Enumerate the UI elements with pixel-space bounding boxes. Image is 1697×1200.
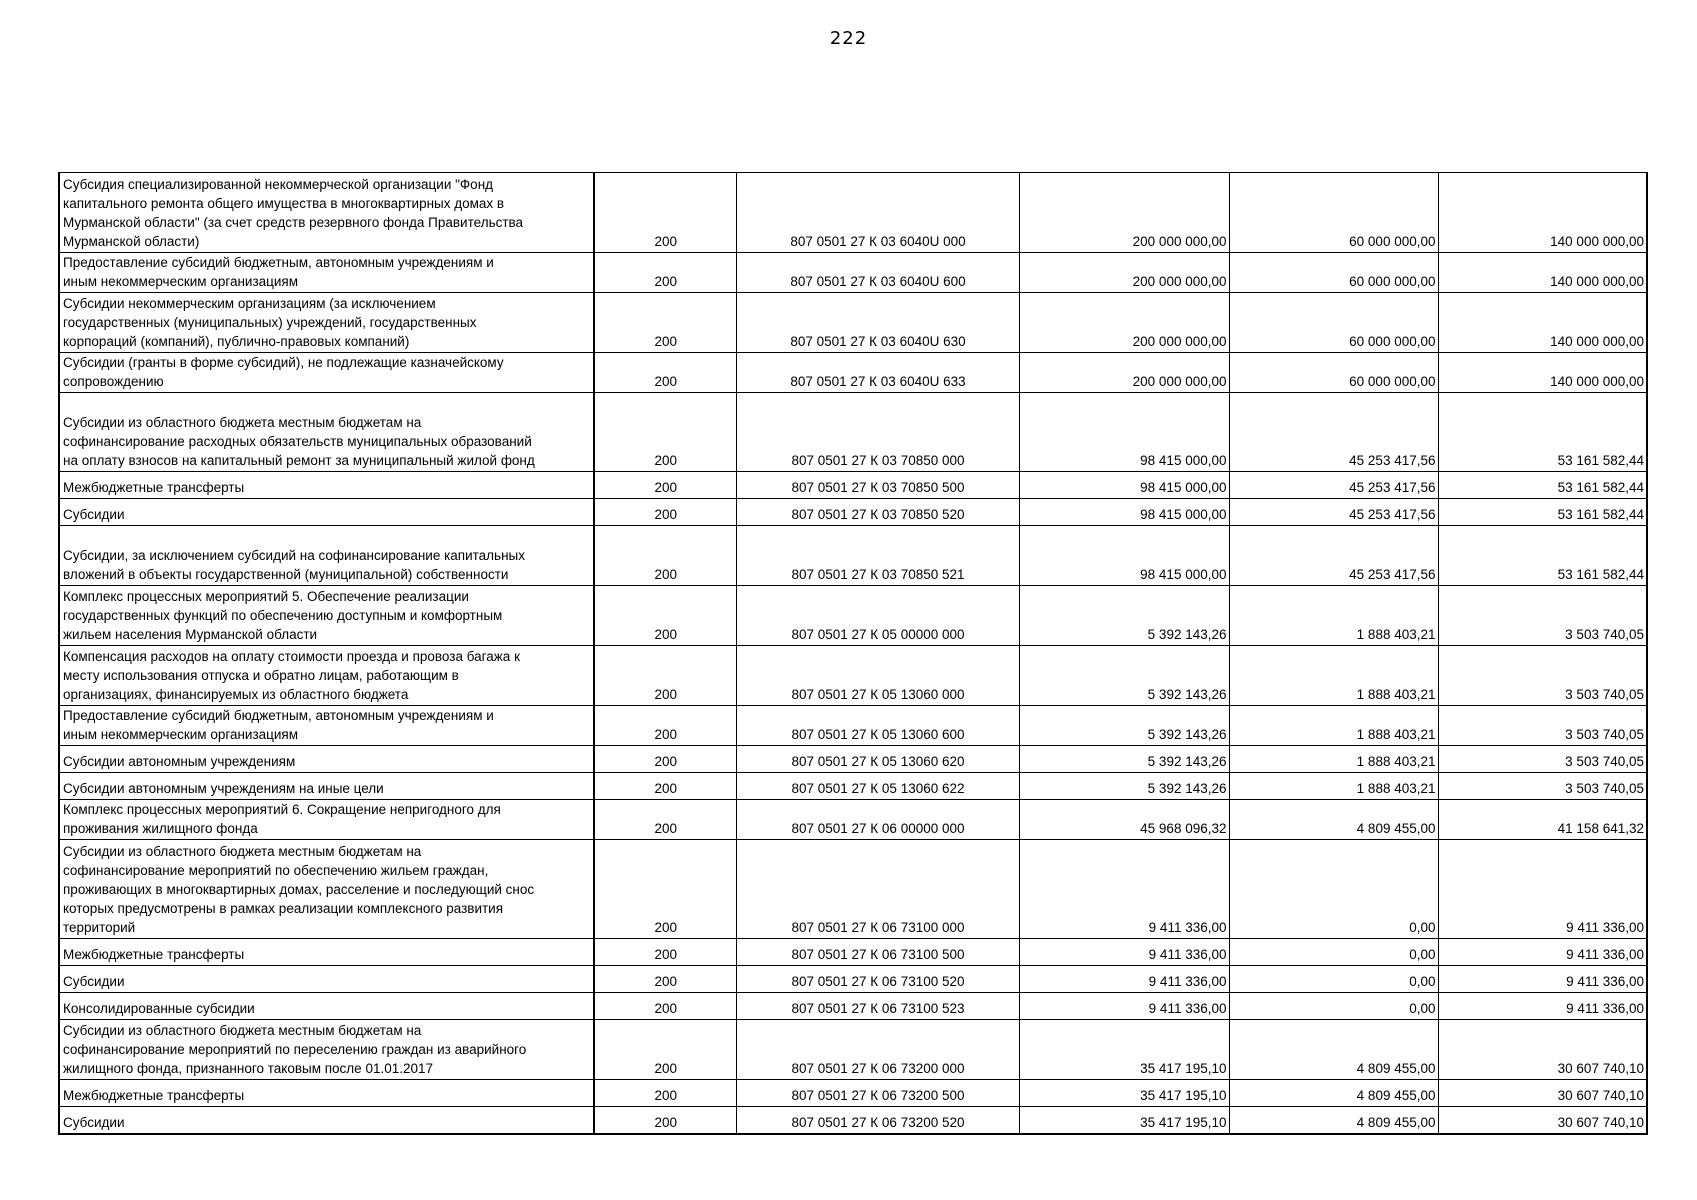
row-name: Межбюджетные трансферты (59, 939, 594, 966)
row-budget-code: 807 0501 27 К 05 13060 600 (736, 706, 1019, 746)
row-name: Субсидия специализированной некоммерческой организации "Фонд капитального ремонта общего имущества в многоквартирных домах в Мурманской области" (за счет средств резервного фонда Правительства Мурманской области) (59, 173, 594, 253)
row-amount-remaining: 30 607 740,10 (1438, 1020, 1647, 1080)
row-author-code: 200 (594, 293, 736, 353)
row-amount-executed: 1 888 403,21 (1229, 586, 1438, 646)
row-amount-executed: 60 000 000,00 (1229, 353, 1438, 393)
row-amount-executed: 45 253 417,56 (1229, 526, 1438, 586)
row-author-code: 200 (594, 393, 736, 472)
table-row (59, 526, 1647, 586)
row-amount-approved: 5 392 143,26 (1019, 646, 1229, 706)
row-amount-executed: 0,00 (1229, 840, 1438, 939)
row-author-code: 200 (594, 939, 736, 966)
row-amount-executed: 45 253 417,56 (1229, 393, 1438, 472)
row-amount-approved: 9 411 336,00 (1019, 939, 1229, 966)
row-author-code: 200 (594, 526, 736, 586)
row-amount-approved: 200 000 000,00 (1019, 353, 1229, 393)
row-name: Субсидии (гранты в форме субсидий), не подлежащие казначейскому сопровождению (59, 353, 594, 393)
table-row (59, 586, 1647, 646)
row-name: Субсидии (59, 966, 594, 993)
table-row (59, 773, 1647, 800)
row-budget-code: 807 0501 27 К 03 70850 000 (736, 393, 1019, 472)
row-author-code: 200 (594, 1020, 736, 1080)
table-row (59, 746, 1647, 773)
row-amount-executed: 60 000 000,00 (1229, 173, 1438, 253)
row-name: Субсидии автономным учреждениям (59, 746, 594, 773)
row-budget-code: 807 0501 27 К 06 73100 000 (736, 840, 1019, 939)
row-amount-remaining: 53 161 582,44 (1438, 526, 1647, 586)
row-amount-remaining: 3 503 740,05 (1438, 586, 1647, 646)
row-amount-executed: 0,00 (1229, 939, 1438, 966)
row-budget-code: 807 0501 27 К 03 70850 500 (736, 472, 1019, 499)
table-row (59, 706, 1647, 746)
table-row (59, 253, 1647, 293)
row-amount-remaining: 9 411 336,00 (1438, 966, 1647, 993)
row-budget-code: 807 0501 27 К 06 00000 000 (736, 800, 1019, 840)
table-row (59, 173, 1647, 253)
row-budget-code: 807 0501 27 К 03 6040U 633 (736, 353, 1019, 393)
row-amount-executed: 1 888 403,21 (1229, 706, 1438, 746)
row-author-code: 200 (594, 353, 736, 393)
table-row (59, 393, 1647, 472)
row-amount-executed: 45 253 417,56 (1229, 499, 1438, 526)
row-amount-executed: 1 888 403,21 (1229, 646, 1438, 706)
row-budget-code: 807 0501 27 К 06 73200 000 (736, 1020, 1019, 1080)
table-row (59, 353, 1647, 393)
row-amount-remaining: 30 607 740,10 (1438, 1080, 1647, 1107)
row-budget-code: 807 0501 27 К 06 73100 500 (736, 939, 1019, 966)
row-amount-approved: 5 392 143,26 (1019, 706, 1229, 746)
row-author-code: 200 (594, 966, 736, 993)
row-budget-code: 807 0501 27 К 03 6040U 600 (736, 253, 1019, 293)
budget-table-body (59, 173, 1647, 1134)
table-row (59, 472, 1647, 499)
row-amount-approved: 98 415 000,00 (1019, 472, 1229, 499)
row-amount-executed: 4 809 455,00 (1229, 1107, 1438, 1134)
table-row (59, 646, 1647, 706)
row-budget-code: 807 0501 27 К 06 73100 520 (736, 966, 1019, 993)
row-amount-executed: 4 809 455,00 (1229, 1020, 1438, 1080)
table-row (59, 1080, 1647, 1107)
table-row (59, 800, 1647, 840)
row-amount-executed: 0,00 (1229, 993, 1438, 1020)
row-author-code: 200 (594, 472, 736, 499)
row-name: Межбюджетные трансферты (59, 472, 594, 499)
row-amount-remaining: 9 411 336,00 (1438, 993, 1647, 1020)
row-author-code: 200 (594, 253, 736, 293)
row-name: Субсидии, за исключением субсидий на софинансирование капитальных вложений в объекты государственной (муниципальной) собственности (59, 526, 594, 586)
row-author-code: 200 (594, 840, 736, 939)
row-name: Субсидии из областного бюджета местным бюджетам на софинансирование мероприятий по переселению граждан из аварийного жилищного фонда, признанного таковым после 01.01.2017 (59, 1020, 594, 1080)
row-author-code: 200 (594, 773, 736, 800)
row-name: Субсидии из областного бюджета местным бюджетам на софинансирование мероприятий по обеспечению жильем граждан, проживающих в многоквартирных домах, расселение и последующий снос которых предусмотрены в рамках реализации комплексного развития территорий (59, 840, 594, 939)
row-amount-executed: 1 888 403,21 (1229, 746, 1438, 773)
row-amount-approved: 5 392 143,26 (1019, 773, 1229, 800)
row-amount-approved: 35 417 195,10 (1019, 1080, 1229, 1107)
row-amount-approved: 35 417 195,10 (1019, 1020, 1229, 1080)
budget-table (58, 172, 1648, 1135)
row-name: Субсидии (59, 1107, 594, 1134)
table-row (59, 966, 1647, 993)
row-author-code: 200 (594, 1080, 736, 1107)
row-amount-remaining: 53 161 582,44 (1438, 472, 1647, 499)
page-number: 222 (829, 28, 868, 49)
row-name: Комплекс процессных мероприятий 5. Обеспечение реализации государственных функций по обеспечению доступным и комфортным жильем населения Мурманской области (59, 586, 594, 646)
table-row (59, 840, 1647, 939)
table-row (59, 1020, 1647, 1080)
row-name: Субсидии автономным учреждениям на иные цели (59, 773, 594, 800)
row-name: Субсидии (59, 499, 594, 526)
row-budget-code: 807 0501 27 К 05 00000 000 (736, 586, 1019, 646)
row-amount-executed: 4 809 455,00 (1229, 1080, 1438, 1107)
row-amount-remaining: 9 411 336,00 (1438, 840, 1647, 939)
row-author-code: 200 (594, 800, 736, 840)
row-amount-remaining: 140 000 000,00 (1438, 353, 1647, 393)
row-budget-code: 807 0501 27 К 06 73200 500 (736, 1080, 1019, 1107)
row-amount-remaining: 9 411 336,00 (1438, 939, 1647, 966)
row-amount-remaining: 140 000 000,00 (1438, 253, 1647, 293)
table-row (59, 1107, 1647, 1134)
row-author-code: 200 (594, 746, 736, 773)
row-amount-remaining: 3 503 740,05 (1438, 646, 1647, 706)
row-amount-remaining: 140 000 000,00 (1438, 173, 1647, 253)
row-name: Комплекс процессных мероприятий 6. Сокращение непригодного для проживания жилищного фонда (59, 800, 594, 840)
row-name: Субсидии из областного бюджета местным бюджетам на софинансирование расходных обязательств муниципальных образований на оплату взносов на капитальный ремонт за муниципальный жилой фонд (59, 393, 594, 472)
row-name: Предоставление субсидий бюджетным, автономным учреждениям и иным некоммерческим организациям (59, 253, 594, 293)
table-row (59, 499, 1647, 526)
row-amount-approved: 200 000 000,00 (1019, 253, 1229, 293)
row-amount-approved: 35 417 195,10 (1019, 1107, 1229, 1134)
row-amount-executed: 0,00 (1229, 966, 1438, 993)
row-amount-remaining: 30 607 740,10 (1438, 1107, 1647, 1134)
row-budget-code: 807 0501 27 К 03 70850 520 (736, 499, 1019, 526)
row-budget-code: 807 0501 27 К 03 6040U 630 (736, 293, 1019, 353)
row-name: Межбюджетные трансферты (59, 1080, 594, 1107)
row-amount-approved: 9 411 336,00 (1019, 966, 1229, 993)
row-author-code: 200 (594, 993, 736, 1020)
row-amount-executed: 60 000 000,00 (1229, 253, 1438, 293)
row-amount-approved: 98 415 000,00 (1019, 393, 1229, 472)
row-amount-remaining: 140 000 000,00 (1438, 293, 1647, 353)
table-row (59, 939, 1647, 966)
row-amount-remaining: 53 161 582,44 (1438, 499, 1647, 526)
row-amount-approved: 98 415 000,00 (1019, 526, 1229, 586)
row-name: Предоставление субсидий бюджетным, автономным учреждениям и иным некоммерческим организациям (59, 706, 594, 746)
row-amount-executed: 1 888 403,21 (1229, 773, 1438, 800)
row-amount-remaining: 3 503 740,05 (1438, 706, 1647, 746)
row-amount-approved: 45 968 096,32 (1019, 800, 1229, 840)
row-author-code: 200 (594, 706, 736, 746)
row-author-code: 200 (594, 1107, 736, 1134)
row-amount-approved: 200 000 000,00 (1019, 173, 1229, 253)
row-amount-executed: 4 809 455,00 (1229, 800, 1438, 840)
row-amount-approved: 200 000 000,00 (1019, 293, 1229, 353)
row-author-code: 200 (594, 173, 736, 253)
row-amount-remaining: 53 161 582,44 (1438, 393, 1647, 472)
row-budget-code: 807 0501 27 К 06 73100 523 (736, 993, 1019, 1020)
row-amount-executed: 60 000 000,00 (1229, 293, 1438, 353)
row-budget-code: 807 0501 27 К 05 13060 000 (736, 646, 1019, 706)
row-amount-approved: 9 411 336,00 (1019, 993, 1229, 1020)
table-row (59, 993, 1647, 1020)
row-amount-remaining: 3 503 740,05 (1438, 746, 1647, 773)
row-amount-approved: 98 415 000,00 (1019, 499, 1229, 526)
row-budget-code: 807 0501 27 К 06 73200 520 (736, 1107, 1019, 1134)
row-budget-code: 807 0501 27 К 05 13060 620 (736, 746, 1019, 773)
row-budget-code: 807 0501 27 К 03 6040U 000 (736, 173, 1019, 253)
row-amount-executed: 45 253 417,56 (1229, 472, 1438, 499)
row-amount-approved: 9 411 336,00 (1019, 840, 1229, 939)
row-author-code: 200 (594, 646, 736, 706)
row-amount-remaining: 3 503 740,05 (1438, 773, 1647, 800)
row-name: Компенсация расходов на оплату стоимости проезда и провоза багажа к месту использования отпуска и обратно лицам, работающим в организациях, финансируемых из областного бюджета (59, 646, 594, 706)
row-amount-approved: 5 392 143,26 (1019, 586, 1229, 646)
row-name: Субсидии некоммерческим организациям (за исключением государственных (муниципальных) учреждений, государственных корпораций (компаний), публично-правовых компаний) (59, 293, 594, 353)
row-amount-remaining: 41 158 641,32 (1438, 800, 1647, 840)
row-amount-approved: 5 392 143,26 (1019, 746, 1229, 773)
row-budget-code: 807 0501 27 К 05 13060 622 (736, 773, 1019, 800)
table-row (59, 293, 1647, 353)
row-author-code: 200 (594, 499, 736, 526)
row-budget-code: 807 0501 27 К 03 70850 521 (736, 526, 1019, 586)
row-name: Консолидированные субсидии (59, 993, 594, 1020)
row-author-code: 200 (594, 586, 736, 646)
